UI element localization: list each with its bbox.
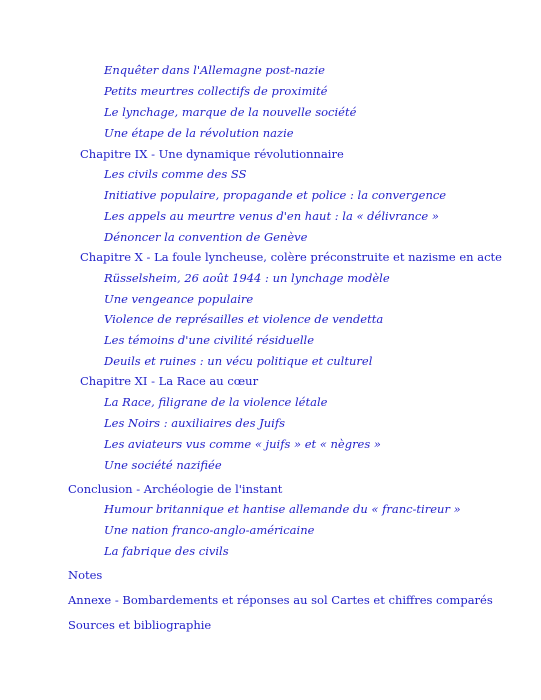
toc-chapter-xi[interactable]: Chapitre XI - La Race au cœur	[80, 374, 259, 388]
toc-section-deuils-ruines[interactable]: Deuils et ruines : un vécu politique et culturel	[104, 354, 373, 368]
toc-section-russelsheim[interactable]: Rüsselsheim, 26 août 1944 : un lynchage modèle	[104, 271, 390, 285]
toc-chapter-x[interactable]: Chapitre X - La foule lyncheuse, colère préconstruite et nazisme en acte	[80, 250, 502, 264]
toc-section-etape-revolution[interactable]: Une étape de la révolution nazie	[104, 126, 294, 140]
toc-section-societe-nazifiee[interactable]: Une société nazifiée	[104, 458, 222, 472]
toc-section-initiative-populaire[interactable]: Initiative populaire, propagande et police : la convergence	[104, 188, 447, 202]
toc-conclusion[interactable]: Conclusion - Archéologie de l'instant	[68, 482, 283, 496]
toc-section-civils-ss[interactable]: Les civils comme des SS	[104, 167, 247, 181]
toc-section-nation-franco[interactable]: Une nation franco-anglo-américaine	[104, 523, 315, 537]
toc-section-convention-geneve[interactable]: Dénoncer la convention de Genève	[104, 230, 308, 244]
toc-notes[interactable]: Notes	[68, 568, 103, 582]
toc-section-fabrique-civils[interactable]: La fabrique des civils	[104, 544, 229, 558]
toc-section-appels-meurtre[interactable]: Les appels au meurtre venus d'en haut : la « délivrance »	[104, 209, 439, 223]
toc-sources[interactable]: Sources et bibliographie	[68, 618, 212, 632]
toc-section-humour-britannique[interactable]: Humour britannique et hantise allemande du « franc-tireur »	[104, 502, 461, 516]
toc-section-enqueter[interactable]: Enquêter dans l'Allemagne post-nazie	[104, 63, 325, 77]
toc-section-race-filigrane[interactable]: La Race, filigrane de la violence létale	[104, 395, 328, 409]
toc-section-noirs-auxiliaires[interactable]: Les Noirs : auxiliaires des Juifs	[104, 416, 286, 430]
toc-section-vengeance-populaire[interactable]: Une vengeance populaire	[104, 292, 254, 306]
toc-section-aviateurs[interactable]: Les aviateurs vus comme « juifs » et « nègres »	[104, 437, 381, 451]
toc-chapter-ix[interactable]: Chapitre IX - Une dynamique révolutionnaire	[80, 147, 344, 161]
toc-section-temoins[interactable]: Les témoins d'une civilité résiduelle	[104, 333, 315, 347]
toc-section-lynchage-marque[interactable]: Le lynchage, marque de la nouvelle société	[104, 105, 357, 119]
toc-annexe[interactable]: Annexe - Bombardements et réponses au sol Cartes et chiffres comparés	[68, 593, 493, 607]
toc-section-petits-meurtres[interactable]: Petits meurtres collectifs de proximité	[104, 84, 328, 98]
toc-section-violence-represailles[interactable]: Violence de représailles et violence de vendetta	[104, 312, 384, 326]
